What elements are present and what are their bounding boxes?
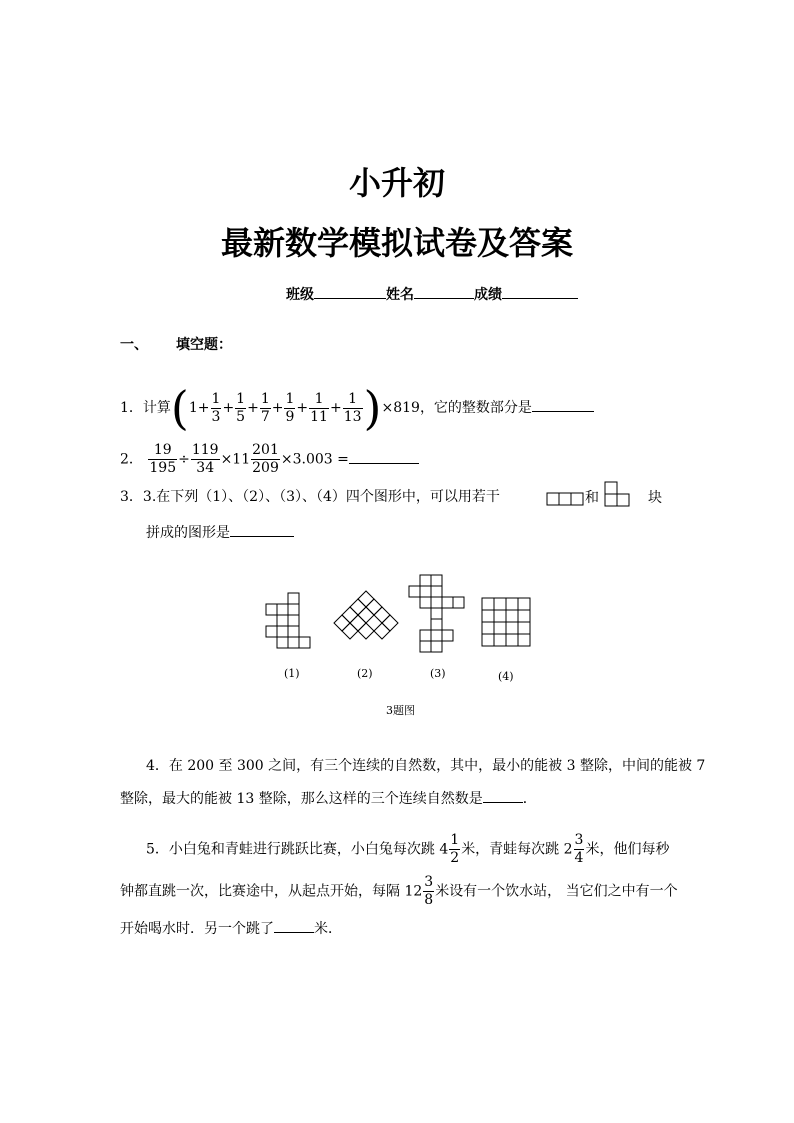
- q2-answer-blank[interactable]: [349, 449, 419, 464]
- times-eleven: ×11: [220, 451, 251, 468]
- q5-text-c: 米，他们每秒: [585, 841, 670, 858]
- class-label: 班级: [286, 287, 314, 303]
- q1-times: ×819: [381, 400, 420, 416]
- q5-text-f: 开始喝水时．另一个跳了: [120, 921, 274, 937]
- plus-sign: +: [222, 400, 235, 416]
- tromino-piece-icon: [546, 490, 586, 506]
- q1-one-plus: 1+: [188, 400, 210, 416]
- q4-line-1: 4．在 200 至 300 之间，有三个连续的自然数，其中，最小的能被 3 整除，中间的能被 7: [146, 758, 706, 774]
- fraction: $\frac{1}{5}$: [236, 390, 246, 425]
- q3-answer-blank[interactable]: [230, 522, 294, 537]
- figure-4-label: (4): [498, 670, 514, 683]
- title-line-2: 最新数学模拟试卷及答案: [220, 224, 573, 262]
- fraction: $\frac{3}{4}$: [574, 832, 584, 866]
- q5-text-g: 米．: [314, 921, 342, 937]
- figure-1-label: (1): [284, 667, 300, 680]
- q3-line-2-text: 拼成的图形是: [146, 525, 230, 541]
- figure-3: [409, 575, 464, 652]
- open-paren: (: [170, 381, 189, 435]
- q1-number: 1．: [120, 400, 143, 416]
- fraction: $\frac{1}{9}$: [285, 390, 295, 425]
- q1-suffix: ，它的整数部分是: [419, 400, 532, 416]
- plus-sign: +: [271, 400, 284, 416]
- figure-4: [482, 598, 530, 646]
- figure-2: [334, 591, 398, 639]
- q5-text-a: 5．小白兔和青蛙进行跳跃比赛，小白兔每次跳 4: [146, 841, 449, 858]
- q3-number: 3．: [120, 489, 143, 505]
- question-3: [120, 490, 500, 504]
- title-line-1: 小升初: [348, 164, 445, 202]
- figures-area: [250, 565, 550, 665]
- figure-caption: 3题图: [386, 704, 415, 717]
- fraction: $\frac{1}{11}$: [310, 390, 328, 425]
- close-paren: ): [363, 381, 382, 435]
- fraction: $\frac{3}{8}$: [424, 874, 434, 908]
- fraction: $\frac{1}{3}$: [211, 390, 221, 425]
- q4-line-2-text: 整除，最大的能被 13 整除，那么这样的三个连续自然数是: [120, 791, 483, 807]
- q2-tail: ×3.003 =: [280, 451, 349, 468]
- q3-block: 块: [648, 490, 662, 506]
- q3-line-2: [146, 522, 294, 540]
- fraction: $\frac{19}{195}$: [149, 442, 177, 476]
- name-blank[interactable]: [414, 284, 474, 299]
- q3-text: 3.在下列（1）、（2）、（3）、（4）四个图形中，可以用若干: [142, 489, 500, 505]
- q4-line-2-end: ．: [522, 791, 537, 807]
- score-blank[interactable]: [502, 284, 578, 299]
- q5-line-2: [120, 874, 678, 909]
- fraction: $\frac{1}{7}$: [260, 390, 270, 425]
- fraction: $\frac{119}{34}$: [191, 442, 219, 476]
- fraction: $\frac{1}{13}$: [343, 390, 362, 425]
- figure-3-label: (3): [430, 667, 446, 680]
- q3-and: 和: [585, 490, 599, 506]
- plus-sign: +: [296, 400, 309, 416]
- q2-number: 2．: [120, 451, 143, 468]
- section-title: 填空题：: [176, 337, 232, 353]
- section-number: 一、: [120, 337, 148, 353]
- plus-sign: +: [247, 400, 259, 416]
- name-label: 姓名: [386, 287, 414, 303]
- section-heading: [120, 334, 232, 354]
- q5-line-1: [146, 832, 669, 867]
- q4-answer-blank[interactable]: [483, 788, 523, 803]
- q5-text-d: 钟都直跳一次，比赛途中，从起点开始，每隔 12: [120, 883, 423, 900]
- figure-2-label: (2): [357, 667, 373, 680]
- fraction: $\frac{201}{209}$: [252, 442, 279, 476]
- figure-1: [266, 593, 310, 648]
- score-label: 成绩: [474, 287, 502, 303]
- student-info-line: [286, 284, 578, 304]
- divide-sign: ÷: [178, 451, 190, 468]
- q5-text-b: 米，青蛙每次跳 2: [461, 841, 573, 858]
- l-tetromino-piece-icon: [604, 481, 632, 509]
- q4-line-2: [120, 788, 537, 808]
- q5-answer-blank[interactable]: [274, 918, 314, 933]
- class-blank[interactable]: [314, 284, 386, 299]
- question-2: [120, 442, 419, 477]
- q5-line-3: [120, 918, 342, 938]
- q1-answer-blank[interactable]: [532, 397, 594, 412]
- plus-sign: +: [329, 400, 342, 416]
- q5-text-e: 米设有一个饮水站， 当它们之中有一个: [435, 883, 678, 900]
- q1-prefix: 计算: [142, 400, 171, 416]
- fraction: $\frac{1}{2}$: [450, 832, 460, 866]
- question-1: [120, 381, 594, 435]
